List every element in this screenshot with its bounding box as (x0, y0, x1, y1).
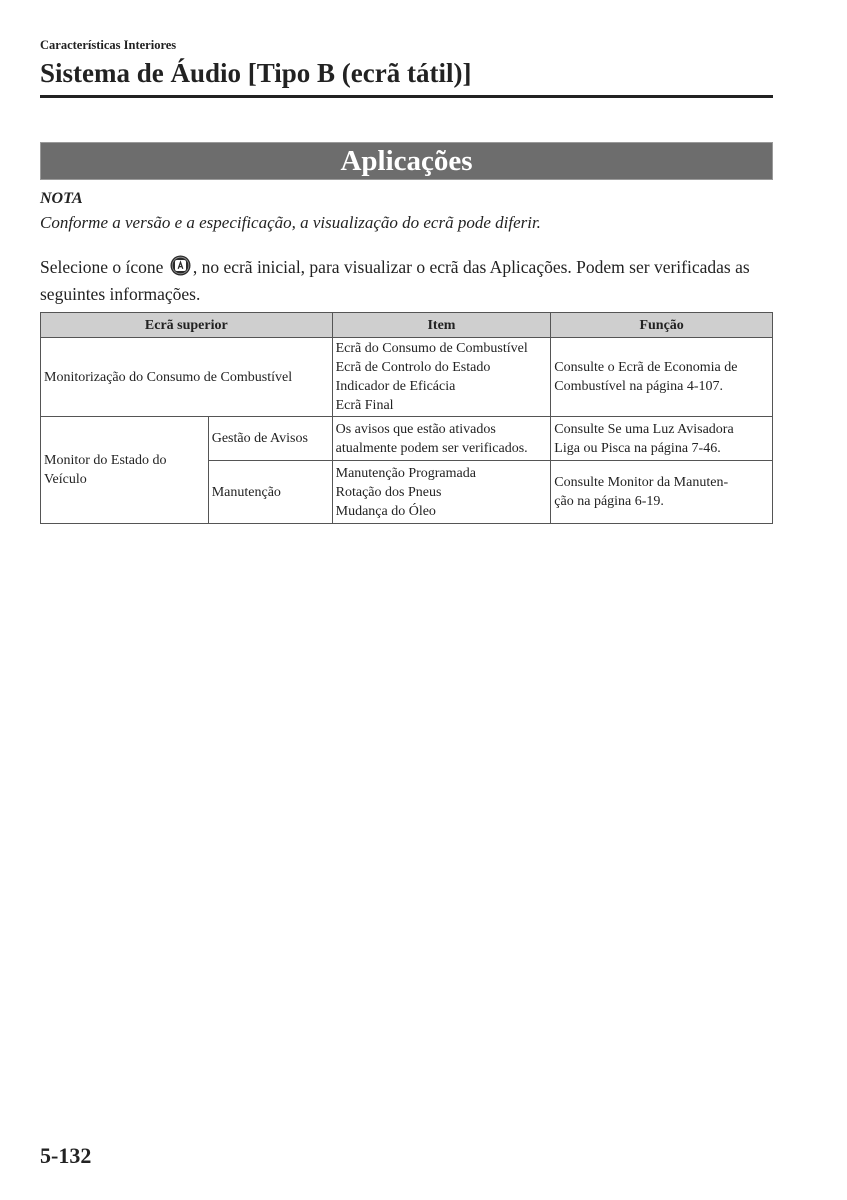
table-row (41, 417, 773, 461)
note-label: NOTA (40, 190, 83, 207)
function-line: ção na página 6-19. (554, 494, 664, 509)
section-label: Características Interiores (40, 38, 177, 52)
applications-table (40, 312, 773, 524)
applications-icon (170, 255, 191, 282)
title-divider (40, 95, 773, 98)
item-cell (332, 417, 551, 461)
banner-title: Aplicações (340, 144, 473, 177)
item-line: Rotação dos Pneus (335, 484, 442, 500)
function-line: Liga ou Pisca na página 7-46. (554, 440, 721, 456)
subcategory-cell: Gestão de Avisos (208, 417, 332, 461)
subcategory-cell: Manutenção (208, 461, 332, 524)
item-line: Os avisos que estão ativados (335, 421, 496, 437)
column-header-function: Função (551, 313, 773, 338)
function-line: Combustível na página 4-107. (554, 379, 724, 394)
section-banner (40, 142, 773, 180)
note-text: Conforme a versão e a especificação, a visualização do ecrã pode diferir. (40, 213, 541, 232)
item-line: Mudança do Óleo (335, 503, 436, 519)
function-line: Consulte Monitor da Manuten- (554, 475, 729, 490)
top-screen-line: Monitor do Estado do (44, 453, 167, 468)
page-title: Sistema de Áudio [Tipo B (ecrã tátil)] (40, 58, 472, 88)
item-cell (332, 338, 551, 417)
function-cell (551, 417, 773, 461)
top-screen-cell: Monitorização do Consumo de Combustível (41, 338, 333, 417)
function-line: Consulte Se uma Luz Avisadora (554, 421, 734, 437)
function-cell (551, 461, 773, 524)
top-screen-line: Veículo (44, 472, 87, 487)
body-text-after-icon: , no ecrã inicial, para visualizar o ecrã das Aplicações. Podem ser verificadas as seguintes informações. (40, 257, 750, 304)
page-number: 5-132 (40, 1143, 92, 1168)
item-line: atualmente podem ser verificados. (335, 440, 528, 456)
body-paragraph (40, 255, 775, 306)
function-line: Consulte o Ecrã de Economia de (554, 360, 738, 375)
item-line: Ecrã do Consumo de Combustível (335, 341, 528, 356)
item-cell (332, 461, 551, 524)
table-row (41, 338, 773, 417)
item-line: Manutenção Programada (335, 465, 476, 481)
body-text-before-icon: Selecione o ícone (40, 257, 164, 277)
table-header-row (41, 313, 773, 338)
function-cell (551, 338, 773, 417)
column-header-item: Item (332, 313, 551, 338)
item-line: Ecrã de Controlo do Estado (335, 360, 491, 375)
top-screen-cell (41, 417, 209, 524)
item-line: Indicador de Eficácia (335, 379, 456, 394)
item-line: Ecrã Final (335, 398, 394, 413)
column-header-top-screen: Ecrã superior (41, 313, 333, 338)
